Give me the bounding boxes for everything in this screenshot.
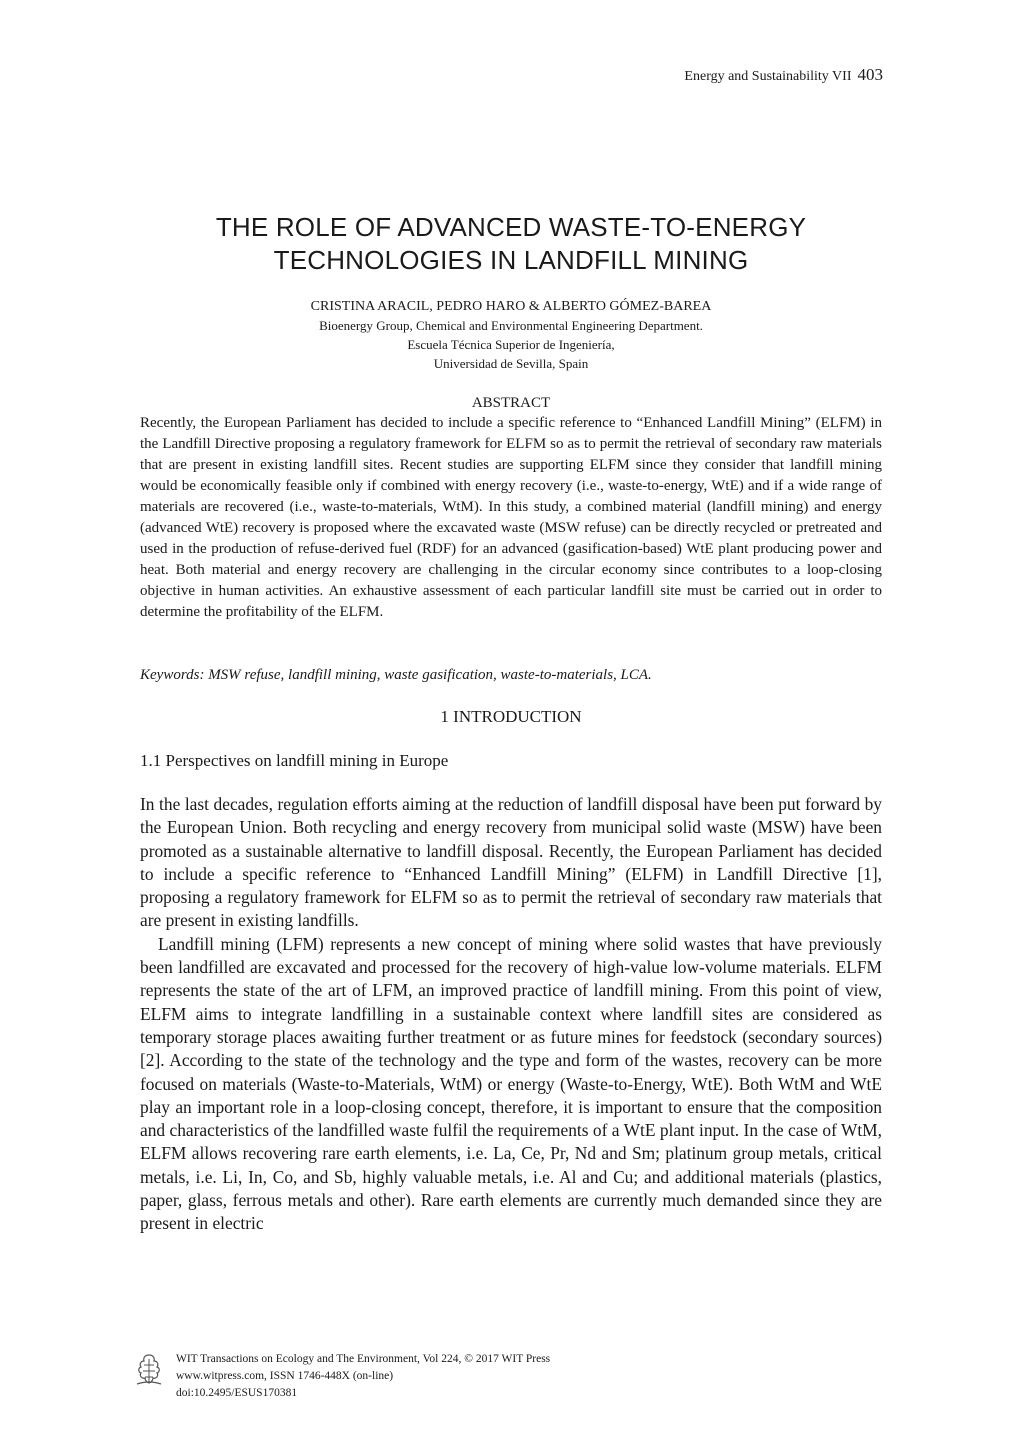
body-text [140, 793, 882, 1236]
affiliation-line-3: Universidad de Sevilla, Spain [433, 356, 589, 371]
wit-press-logo-icon [134, 1353, 164, 1387]
section-heading-introduction: 1 INTRODUCTION [440, 707, 582, 726]
paragraph-1: In the last decades, regulation efforts aiming at the reduction of landfill disposal have been put forward by the European Union. Both recycling and energy recovery from municipal solid waste (MSW) have been promoted as a sustainable alternative to landfill disposal. Recently, the European Parliament has decided to include a specific reference to “Enhanced Landfill Mining” (ELFM) in Landfill Directive [1], proposing a regulatory framework for ELFM so as to permit the retrieval of secondary raw materials that are present in existing landfills. [140, 794, 882, 931]
affiliation [140, 316, 882, 373]
abstract-heading: ABSTRACT [471, 395, 551, 411]
footer [134, 1351, 634, 1411]
journal-name: Energy and Sustainability VII [684, 69, 852, 84]
footer-line-1: WIT Transactions on Ecology and The Environment, Vol 224, © 2017 WIT Press [176, 1353, 551, 1365]
footer-line-3: doi:10.2495/ESUS170381 [176, 1387, 298, 1399]
affiliation-line-2: Escuela Técnica Superior de Ingeniería, [407, 337, 615, 352]
affiliation-line-1: Bioenergy Group, Chemical and Environmental Engineering Department. [319, 318, 703, 333]
authors: CRISTINA ARACIL, PEDRO HARO & ALBERTO GÓMEZ-BAREA [310, 299, 712, 314]
footer-text [176, 1351, 550, 1402]
title-line-1: THE ROLE OF ADVANCED WASTE-TO-ENERGY [215, 212, 807, 242]
paragraph-2: Landfill mining (LFM) represents a new concept of mining where solid wastes that have previously been landfilled are excavated and processed for the recovery of high-value low-volume materials. ELFM represents the state of the art of LFM, an improved practice of landfill mining. From this point of view, ELFM aims to integrate landfilling in a sustainable context where landfill sites are considered as temporary storage places awaiting further treatment or as future mines for feedstock (secondary sources) [2]. According to the state of the technology and the type and form of the wastes, recovery can be more focused on materials (Waste-to-Materials, WtM) or energy (Waste-to-Energy, WtE). Both WtM and WtE play an important role in a loop-closing concept, therefore, it is important to ensure that the composition and characteristics of the landfilled waste fulfil the requirements of a WtE plant input. In the case of WtM, ELFM allows recovering rare earth elements, i.e. La, Ce, Pr, Nd and Sm; platinum group metals, critical metals, i.e. Li, In, Co, and Sb, highly valuable metals, i.e. Al and Cu; and additional materials (plastics, paper, glass, ferrous metals and other). Rare earth elements are currently much demanded since they are present in electric [140, 933, 882, 1234]
keywords: Keywords: MSW refuse, landfill mining, waste gasification, waste-to-materials, LCA. [140, 667, 652, 683]
page-number: 403 [857, 65, 883, 84]
abstract-body: Recently, the European Parliament has decided to include a specific reference to “Enhanced Landfill Mining” (ELFM) in the Landfill Directive proposing a regulatory framework for ELFM so as to permit the retrieval of secondary raw materials that are present in existing landfill sites. Recent studies are supporting ELFM since they consider that landfill mining would be economically feasible only if combined with energy recovery (i.e., waste-to-energy, WtE) and if a wide range of materials are recovered (i.e., waste-to-materials, WtM). In this study, a combined material (landfill mining) and energy (advanced WtE) recovery is proposed where the excavated waste (MSW refuse) can be directly recycled or pretreated and used in the production of refuse-derived fuel (RDF) for an advanced (gasification-based) WtE plant producing power and heat. Both material and energy recovery are challenging in the circular economy since contributes to a loop-closing objective in human activities. An exhaustive assessment of each particular landfill site must be carried out in order to determine the profitability of the ELFM. [140, 415, 882, 620]
subsection-heading: 1.1 Perspectives on landfill mining in Europe [140, 751, 449, 770]
title-line-2: TECHNOLOGIES IN LANDFILL MINING [273, 245, 749, 275]
paper-title [140, 211, 882, 277]
running-header [684, 66, 883, 86]
footer-line-2: www.witpress.com, ISSN 1746-448X (on-line) [176, 1370, 394, 1382]
